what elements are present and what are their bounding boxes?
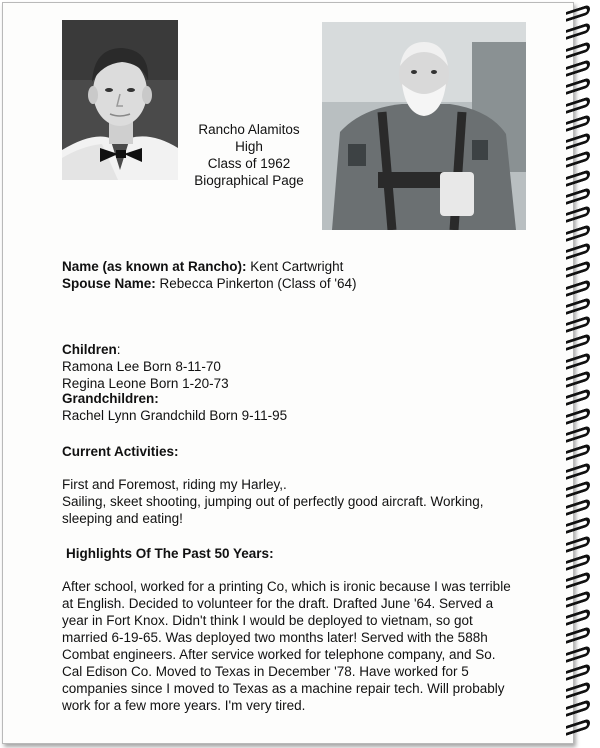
highlights-line: After school, worked for a printing Co, which is ironic because I was terrible	[62, 579, 511, 594]
grandchild-entry: Rachel Lynn Grandchild Born 9-11-95	[62, 408, 288, 423]
highlights-line: companies since I moved to Texas as a machine repair tech. Will probably	[62, 681, 505, 696]
spiral-coil	[566, 480, 590, 498]
portrait-photo	[62, 20, 178, 180]
activities-line: Sailing, skeet shooting, jumping out of perfectly good aircraft. Working,	[62, 494, 484, 509]
child-entry: Ramona Lee Born 8-11-70	[62, 359, 221, 374]
spiral-coil	[566, 77, 590, 95]
spiral-coil	[566, 260, 590, 278]
spiral-coil	[566, 571, 590, 589]
activities-line: First and Foremost, riding my Harley,.	[62, 477, 287, 492]
spiral-coil	[566, 553, 590, 571]
spiral-coil	[566, 681, 590, 699]
spiral-coil	[566, 498, 590, 516]
page-title: Biographical Page	[194, 173, 304, 188]
class-year: Class of 1962	[207, 156, 291, 171]
spiral-coil	[566, 663, 590, 681]
spiral-coil	[566, 443, 590, 461]
spouse-row	[62, 275, 356, 292]
highlights-line: year in Fort Knox. Didn't think I would be deployed to vietnam, so got	[62, 613, 473, 628]
spiral-coil	[566, 279, 590, 297]
spiral-binding	[566, 8, 596, 743]
highlights-line: Cal Edison Co. Moved to Texas in December '78. Have worked for 5	[62, 664, 469, 679]
spiral-coil	[566, 96, 590, 114]
spiral-coil	[566, 352, 590, 370]
skydiver-photo	[322, 22, 526, 230]
spiral-coil	[566, 205, 590, 223]
spiral-coil	[566, 535, 590, 553]
spiral-coil	[566, 22, 590, 40]
spiral-coil	[566, 425, 590, 443]
spiral-coil	[566, 407, 590, 425]
current-activities-heading: Current Activities:	[62, 444, 179, 459]
spiral-coil	[566, 150, 590, 168]
child-entry: Regina Leone Born 1-20-73	[62, 376, 229, 391]
skydiver-photo-icon	[322, 22, 526, 230]
spouse-label: Spouse Name:	[62, 276, 156, 291]
grandchildren-heading: Grandchildren:	[62, 391, 159, 406]
spiral-coil	[566, 626, 590, 644]
spiral-coil	[566, 699, 590, 717]
spiral-coil	[566, 242, 590, 260]
spiral-coil	[566, 169, 590, 187]
spiral-coil	[566, 516, 590, 534]
highlights-heading: Highlights Of The Past 50 Years:	[66, 546, 274, 561]
spiral-coil	[566, 41, 590, 59]
highlights-line: married 6-19-65. Was deployed two months later! Served with the 588h	[62, 630, 488, 645]
page-caption	[176, 121, 322, 189]
spiral-coil	[566, 370, 590, 388]
spiral-coil	[566, 462, 590, 480]
name-value: Kent Cartwright	[250, 259, 344, 274]
spiral-coil	[566, 608, 590, 626]
spiral-coil	[566, 590, 590, 608]
spiral-coil	[566, 315, 590, 333]
portrait-photo-icon	[62, 20, 178, 180]
highlights-line: at English. Decided to volunteer for the draft. Drafted June '64. Served a	[62, 596, 494, 611]
spiral-coil	[566, 59, 590, 77]
name-label: Name (as known at Rancho):	[62, 259, 247, 274]
spiral-coil	[566, 224, 590, 242]
school-name: Rancho Alamitos	[198, 122, 300, 137]
name-row	[62, 258, 343, 275]
highlights-line: Combat engineers. After service worked for telephone company, and So.	[62, 647, 496, 662]
children-heading: Children:	[62, 342, 121, 357]
activities-line: sleeping and eating!	[62, 511, 183, 526]
school-level: High	[235, 139, 263, 154]
spiral-coil	[566, 114, 590, 132]
spiral-coil	[566, 333, 590, 351]
highlights-line: work for a few more years. I'm very tired.	[62, 698, 306, 713]
spiral-coil	[566, 645, 590, 663]
spouse-value: Rebecca Pinkerton (Class of '64)	[159, 276, 357, 291]
spiral-coil	[566, 718, 590, 736]
spiral-coil	[566, 297, 590, 315]
spiral-coil	[566, 132, 590, 150]
spiral-coil	[566, 187, 590, 205]
spiral-coil	[566, 388, 590, 406]
